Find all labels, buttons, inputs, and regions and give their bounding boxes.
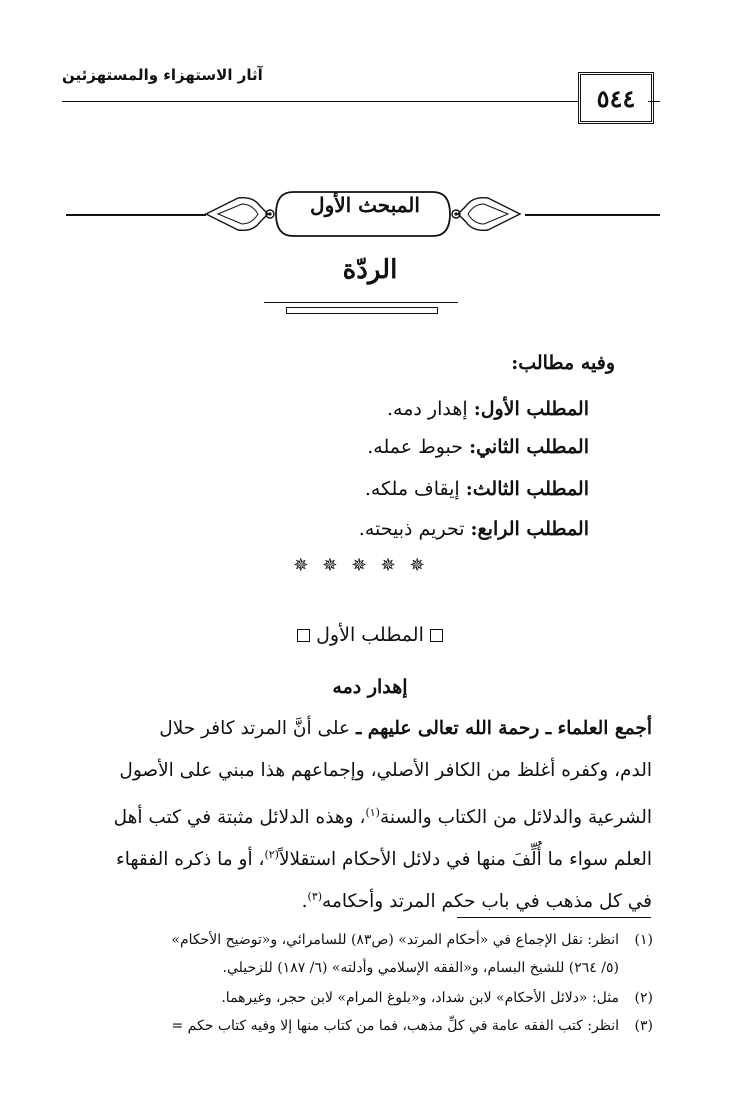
subsection-title: إهدار دمه: [332, 676, 408, 698]
list-item: [367, 436, 589, 458]
footnote-text: (٥/ ٢٦٤) للشيخ البسام، و«الفقه الإسلامي وأدلته» (٦/ ١٨٧) للزحيلي.: [222, 960, 619, 976]
list-item: [365, 478, 589, 500]
body-paragraph: [60, 708, 652, 918]
header-rule: [62, 101, 578, 102]
list-item-text: تحريم ذبيحته.: [358, 518, 465, 540]
body-line: العلم سواء ما أُلِّفَ منها في دلائل الأحكام استقلالاً$^{(٢)}$، أو ما ذكره الفقهاء: [116, 848, 652, 871]
footnote: [221, 990, 653, 1006]
body-line: أجمع العلماء ـ رحمة الله تعالى عليهم ـ على أنَّ المرتد كافر حلال: [159, 718, 652, 739]
subsection-heading: المطلب الأول: [270, 624, 470, 646]
list-item-label: المطلب الأول:: [473, 398, 589, 420]
list-item-text: حبوط عمله.: [367, 436, 464, 458]
section-title: المبحث الأول: [310, 193, 420, 217]
list-item: [359, 518, 589, 540]
footnote-text: مثل: «دلائل الأحكام» لابن شداد، و«بلوغ المرام» لابن حجر، وغيرهما.: [221, 990, 619, 1006]
footnote-ref: (٢): [264, 848, 279, 861]
footnote-ref: (١): [365, 806, 380, 819]
list-item-label: المطلب الرابع:: [470, 518, 589, 540]
page-number: ٥٤٤: [578, 72, 654, 124]
list-item-text: إيقاف ملكه.: [364, 478, 460, 500]
square-icon: [430, 629, 443, 642]
banner-rule-right: [525, 214, 660, 216]
requirements-intro: وفيه مطالب:: [511, 352, 615, 374]
list-item-text: إهدار دمه.: [387, 398, 468, 420]
title-underline: [264, 302, 458, 303]
footnote-text: انظر: كتب الفقه عامة في كلِّ مذهب، فما من كتاب منها إلا وفيه كتاب حكم =: [171, 1018, 619, 1034]
footnote-ref: (٣): [307, 890, 323, 903]
list-item-label: المطلب الثالث:: [465, 478, 589, 500]
list-item-label: المطلب الثاني:: [469, 436, 589, 458]
footnote-number: (٣): [634, 1018, 653, 1034]
body-line: الدم، وكفره أغلظ من الكافر الأصلي، وإجماعهم هذا مبني على الأصول: [119, 760, 652, 781]
footnote: [223, 960, 620, 976]
body-line: الشرعية والدلائل من الكتاب والسنة$^{(١)}$، وهذه الدلائل مثبتة في كتب أهل: [113, 806, 652, 829]
footnote-number: (١): [634, 932, 653, 948]
title-underline-box: [286, 307, 438, 314]
footnote-text: انظر: نقل الإجماع في «أحكام المرتد» (ص٨٣) للسامرائي، و«توضيح الأحكام»: [171, 932, 619, 948]
running-title: آثار الاستهزاء والمستهزئين: [62, 66, 263, 84]
chapter-title: الردّة: [342, 255, 398, 285]
footnote-number: (٢): [634, 990, 653, 1006]
list-item: [387, 398, 589, 420]
footnote: [172, 1018, 654, 1034]
footnote: [171, 932, 653, 948]
body-line: في كل مذهب في باب حكم المرتد وأحكامه$^{(٣)}$.: [301, 890, 652, 913]
footnote-rule: [457, 917, 651, 918]
banner-rule-left: [66, 214, 206, 216]
section-separator-stars: ✵✵✵✵✵: [293, 555, 439, 576]
square-icon: [297, 629, 310, 642]
